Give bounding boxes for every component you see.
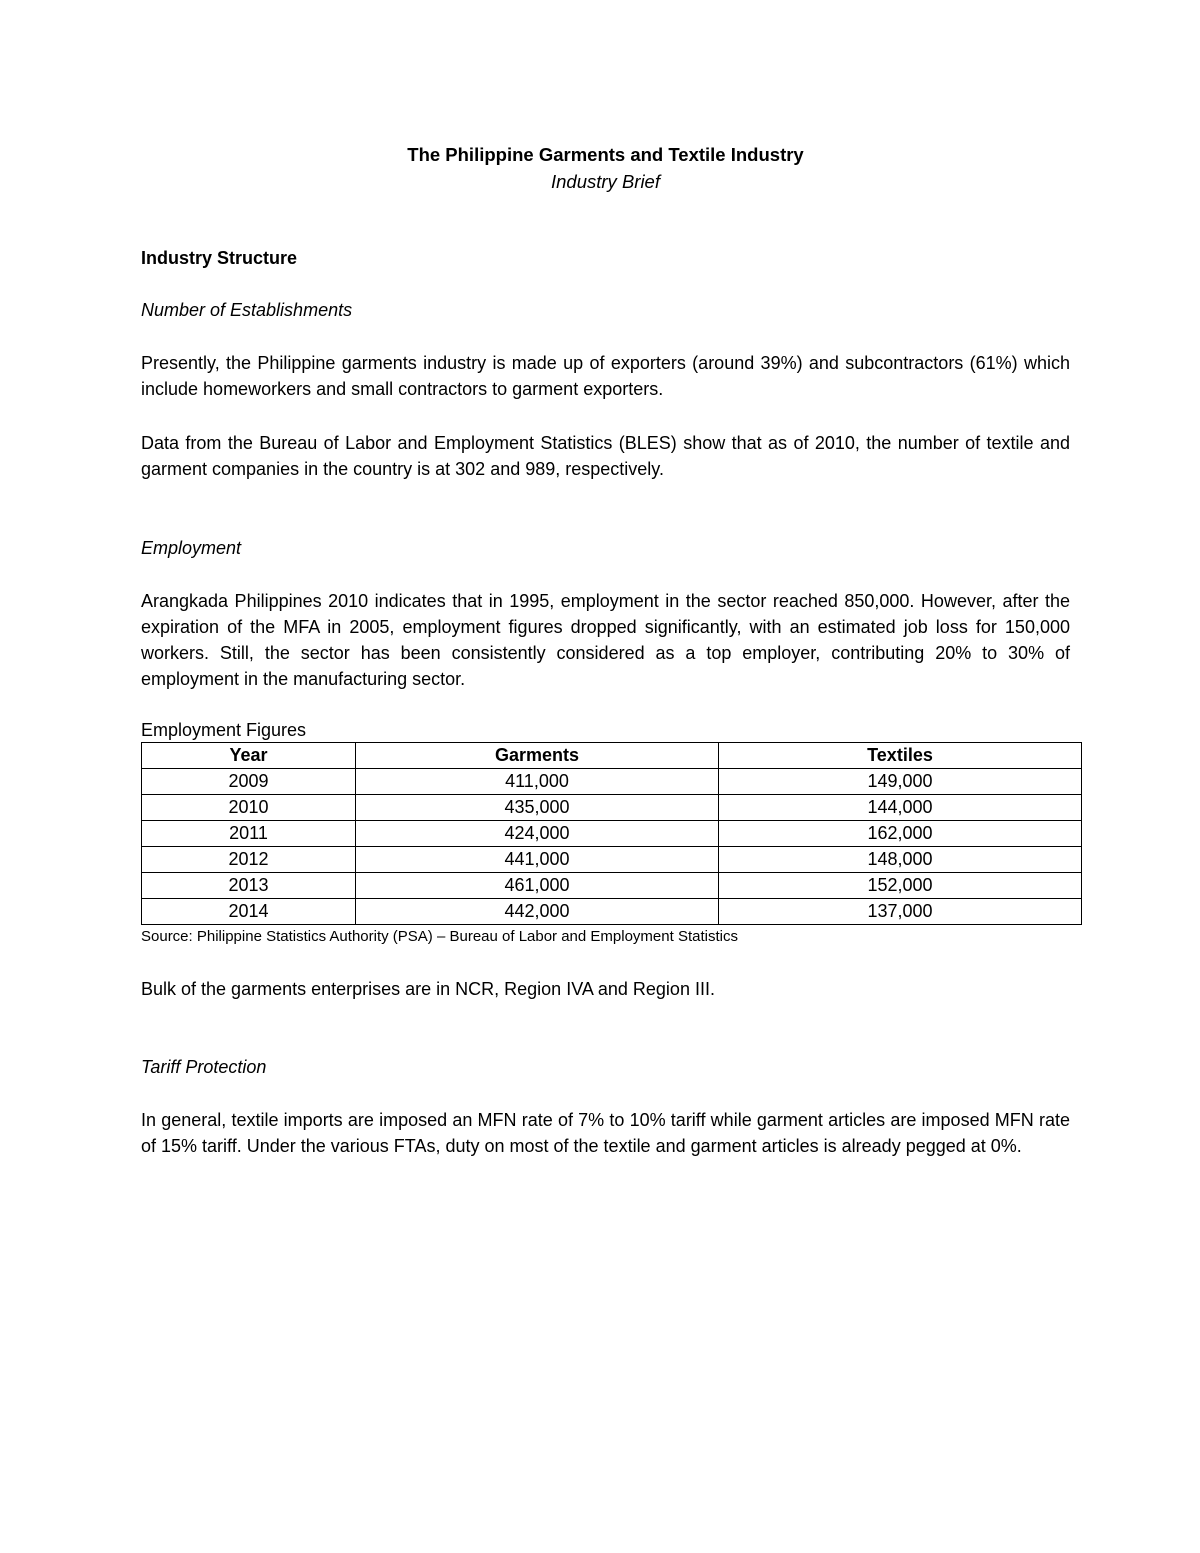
employment-paragraph-1: Arangkada Philippines 2010 indicates that in 1995, employment in the sector reached 850,000. However, after the expiration of the MFA in 2005, employment figures dropped significantly, with an estimated job loss for 150,000 workers. Still, the sector has been consistently considered as a top employer, contributing 20% to 30% of employment in the manufacturing sector.: [141, 591, 1070, 689]
table-header-textiles: Textiles: [719, 743, 1082, 769]
table-row: [142, 769, 1082, 795]
subheading-number-of-establishments: Number of Establishments: [141, 300, 353, 320]
table-cell-garments: 441,000: [356, 847, 719, 873]
establishments-paragraph-1: Presently, the Philippine garments industry is made up of exporters (around 39%) and subcontractors (61%) which include homeworkers and small contractors to garment exporters.: [141, 353, 1070, 399]
table-cell-year: 2011: [142, 821, 356, 847]
table-source-note: Source: Philippine Statistics Authority (PSA) – Bureau of Labor and Employment Statistics: [141, 928, 738, 945]
table-cell-textiles: 162,000: [719, 821, 1082, 847]
table-cell-year: 2012: [142, 847, 356, 873]
table-cell-year: 2013: [142, 873, 356, 899]
table-cell-textiles: 144,000: [719, 795, 1082, 821]
table-header-year: Year: [142, 743, 356, 769]
document-subtitle: Industry Brief: [551, 171, 660, 192]
table-cell-year: 2010: [142, 795, 356, 821]
table-row: [142, 847, 1082, 873]
table-cell-garments: 435,000: [356, 795, 719, 821]
table-cell-textiles: 152,000: [719, 873, 1082, 899]
section-heading-industry-structure: Industry Structure: [141, 248, 298, 268]
establishments-paragraph-2: Data from the Bureau of Labor and Employment Statistics (BLES) show that as of 2010, the number of textile and garment companies in the country is at 302 and 989, respectively.: [141, 433, 1070, 479]
table-cell-textiles: 137,000: [719, 899, 1082, 925]
subheading-tariff-protection: Tariff Protection: [141, 1057, 267, 1077]
table-row: [142, 899, 1082, 925]
tariff-paragraph-1: In general, textile imports are imposed an MFN rate of 7% to 10% tariff while garment articles are imposed MFN rate of 15% tariff. Under the various FTAs, duty on most of the textile and garment articles is already pegged at 0%.: [141, 1110, 1070, 1156]
document-title: The Philippine Garments and Textile Industry: [407, 144, 804, 165]
table-cell-year: 2009: [142, 769, 356, 795]
table-header-row: [142, 743, 1082, 769]
table-cell-textiles: 149,000: [719, 769, 1082, 795]
table-cell-garments: 411,000: [356, 769, 719, 795]
table-row: [142, 821, 1082, 847]
table-cell-garments: 461,000: [356, 873, 719, 899]
table-row: [142, 873, 1082, 899]
table-cell-garments: 442,000: [356, 899, 719, 925]
table-row: [142, 795, 1082, 821]
employment-paragraph-2: Bulk of the garments enterprises are in NCR, Region IVA and Region III.: [141, 979, 715, 999]
table-cell-garments: 424,000: [356, 821, 719, 847]
subheading-employment: Employment: [141, 538, 242, 558]
table-cell-textiles: 148,000: [719, 847, 1082, 873]
table-caption: Employment Figures: [141, 720, 307, 740]
table-header-garments: Garments: [356, 743, 719, 769]
employment-figures-table: [141, 742, 1082, 925]
table-cell-year: 2014: [142, 899, 356, 925]
